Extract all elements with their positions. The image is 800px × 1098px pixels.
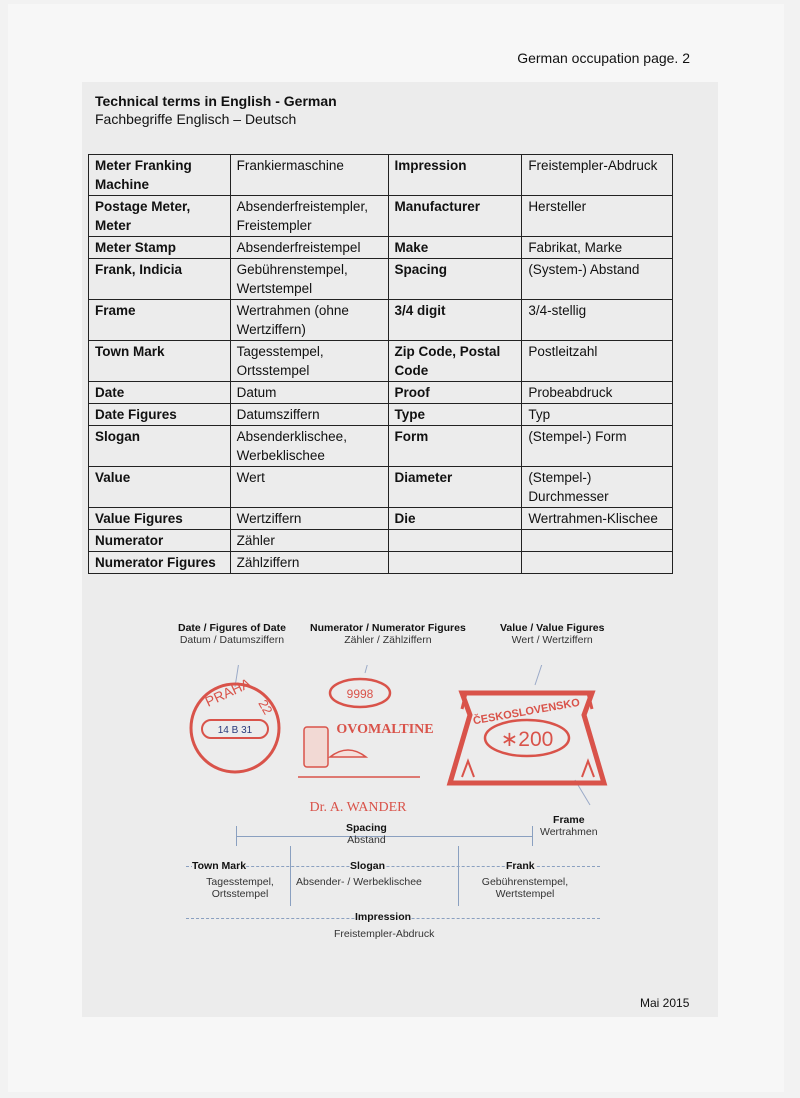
label-impression: Impression — [355, 911, 412, 923]
term-german: Zählziffern — [230, 552, 388, 574]
term-english: Make — [388, 237, 522, 259]
term-german: Zähler — [230, 530, 388, 552]
table-row — [89, 196, 673, 237]
table-row — [89, 530, 673, 552]
term-german: Wertrahmen-Klischee — [522, 508, 673, 530]
term-english: Date Figures — [89, 404, 231, 426]
label-slogan-de: Absender- / Werbeklischee — [296, 876, 422, 888]
country-text: ČESKOSLOVENSKO — [472, 696, 581, 728]
term-german: Frankiermaschine — [230, 155, 388, 196]
term-german: Datumsziffern — [230, 404, 388, 426]
term-english: Value — [89, 467, 231, 508]
term-english: Date — [89, 382, 231, 404]
term-german: Absenderfreistempler, Freistempler — [230, 196, 388, 237]
term-english — [388, 530, 522, 552]
term-english — [388, 552, 522, 574]
numerator-figures: 9998 — [346, 687, 374, 701]
term-german — [522, 530, 673, 552]
term-english: Town Mark — [89, 341, 231, 382]
table-row — [89, 552, 673, 574]
table-row — [89, 237, 673, 259]
table-row — [89, 467, 673, 508]
town-number: 22 — [255, 697, 276, 718]
term-english: Frank, Indicia — [89, 259, 231, 300]
label-spacing: Spacing Abstand — [346, 822, 387, 846]
label-frank: Frank — [506, 860, 535, 872]
term-german: Tagesstempel, Ortsstempel — [230, 341, 388, 382]
term-german: (Stempel-) Form — [522, 426, 673, 467]
term-german: (Stempel-) Durchmesser — [522, 467, 673, 508]
terms-table — [88, 154, 673, 574]
table-row — [89, 300, 673, 341]
term-english: Slogan — [89, 426, 231, 467]
footer-date: Mai 2015 — [640, 996, 690, 1010]
term-english: Meter Franking Machine — [89, 155, 231, 196]
term-english: Die — [388, 508, 522, 530]
term-english: Spacing — [388, 259, 522, 300]
term-german: Gebührenstempel, Wertstempel — [230, 259, 388, 300]
term-english: Manufacturer — [388, 196, 522, 237]
label-impression-de: Freistempler-Abdruck — [334, 928, 435, 940]
table-row — [89, 341, 673, 382]
table-row — [89, 155, 673, 196]
term-german: Absenderklischee, Werbeklischee — [230, 426, 388, 467]
section-title: Technical terms in English - German — [95, 93, 337, 109]
term-english: Form — [388, 426, 522, 467]
label-town-mark: Town Mark — [192, 860, 247, 872]
page-header-title: German occupation page. 2 — [517, 50, 690, 66]
term-german: Probeabdruck — [522, 382, 673, 404]
term-english: Frame — [89, 300, 231, 341]
label-frank-de: Gebührenstempel, Wertstempel — [481, 876, 569, 900]
term-english: Type — [388, 404, 522, 426]
term-german — [522, 552, 673, 574]
term-german: 3/4-stellig — [522, 300, 673, 341]
section-subtitle: Fachbegriffe Englisch – Deutsch — [95, 111, 297, 127]
slogan-maker: Dr. A. WANDER — [309, 800, 407, 815]
term-german: Hersteller — [522, 196, 673, 237]
label-numerator: Numerator / Numerator Figures Zähler / Zählziffern — [310, 622, 466, 646]
term-english: Numerator — [89, 530, 231, 552]
term-english: Proof — [388, 382, 522, 404]
term-german: Typ — [522, 404, 673, 426]
table-row — [89, 259, 673, 300]
term-german: Wertrahmen (ohne Wertziffern) — [230, 300, 388, 341]
term-german: (System-) Abstand — [522, 259, 673, 300]
label-slogan: Slogan — [350, 860, 386, 872]
label-town-mark-de: Tagesstempel, Ortsstempel — [206, 876, 274, 900]
term-english: 3/4 digit — [388, 300, 522, 341]
term-english: Zip Code, Postal Code — [388, 341, 522, 382]
term-english: Meter Stamp — [89, 237, 231, 259]
term-english: Diameter — [388, 467, 522, 508]
town-name: PRAHA — [202, 674, 253, 710]
term-german: Datum — [230, 382, 388, 404]
value-figures: ∗200 — [500, 728, 554, 751]
table-row — [89, 426, 673, 467]
table-row — [89, 508, 673, 530]
date-figures: 14 B 31 — [217, 725, 253, 736]
term-german: Freistempler-Abdruck — [522, 155, 673, 196]
term-english: Value Figures — [89, 508, 231, 530]
term-english: Impression — [388, 155, 522, 196]
term-german: Absenderfreistempel — [230, 237, 388, 259]
term-german: Wert — [230, 467, 388, 508]
table-row — [89, 404, 673, 426]
label-frame: Frame Wertrahmen — [540, 814, 598, 838]
term-english: Numerator Figures — [89, 552, 231, 574]
term-english: Postage Meter, Meter — [89, 196, 231, 237]
term-german: Wertziffern — [230, 508, 388, 530]
table-row — [89, 382, 673, 404]
term-german: Fabrikat, Marke — [522, 237, 673, 259]
term-german: Postleitzahl — [522, 341, 673, 382]
slogan-brand: OVOMALTINE — [336, 722, 434, 737]
label-date: Date / Figures of Date Datum / Datumsziffern — [178, 622, 286, 646]
label-value: Value / Value Figures Wert / Wertziffern — [500, 622, 605, 646]
